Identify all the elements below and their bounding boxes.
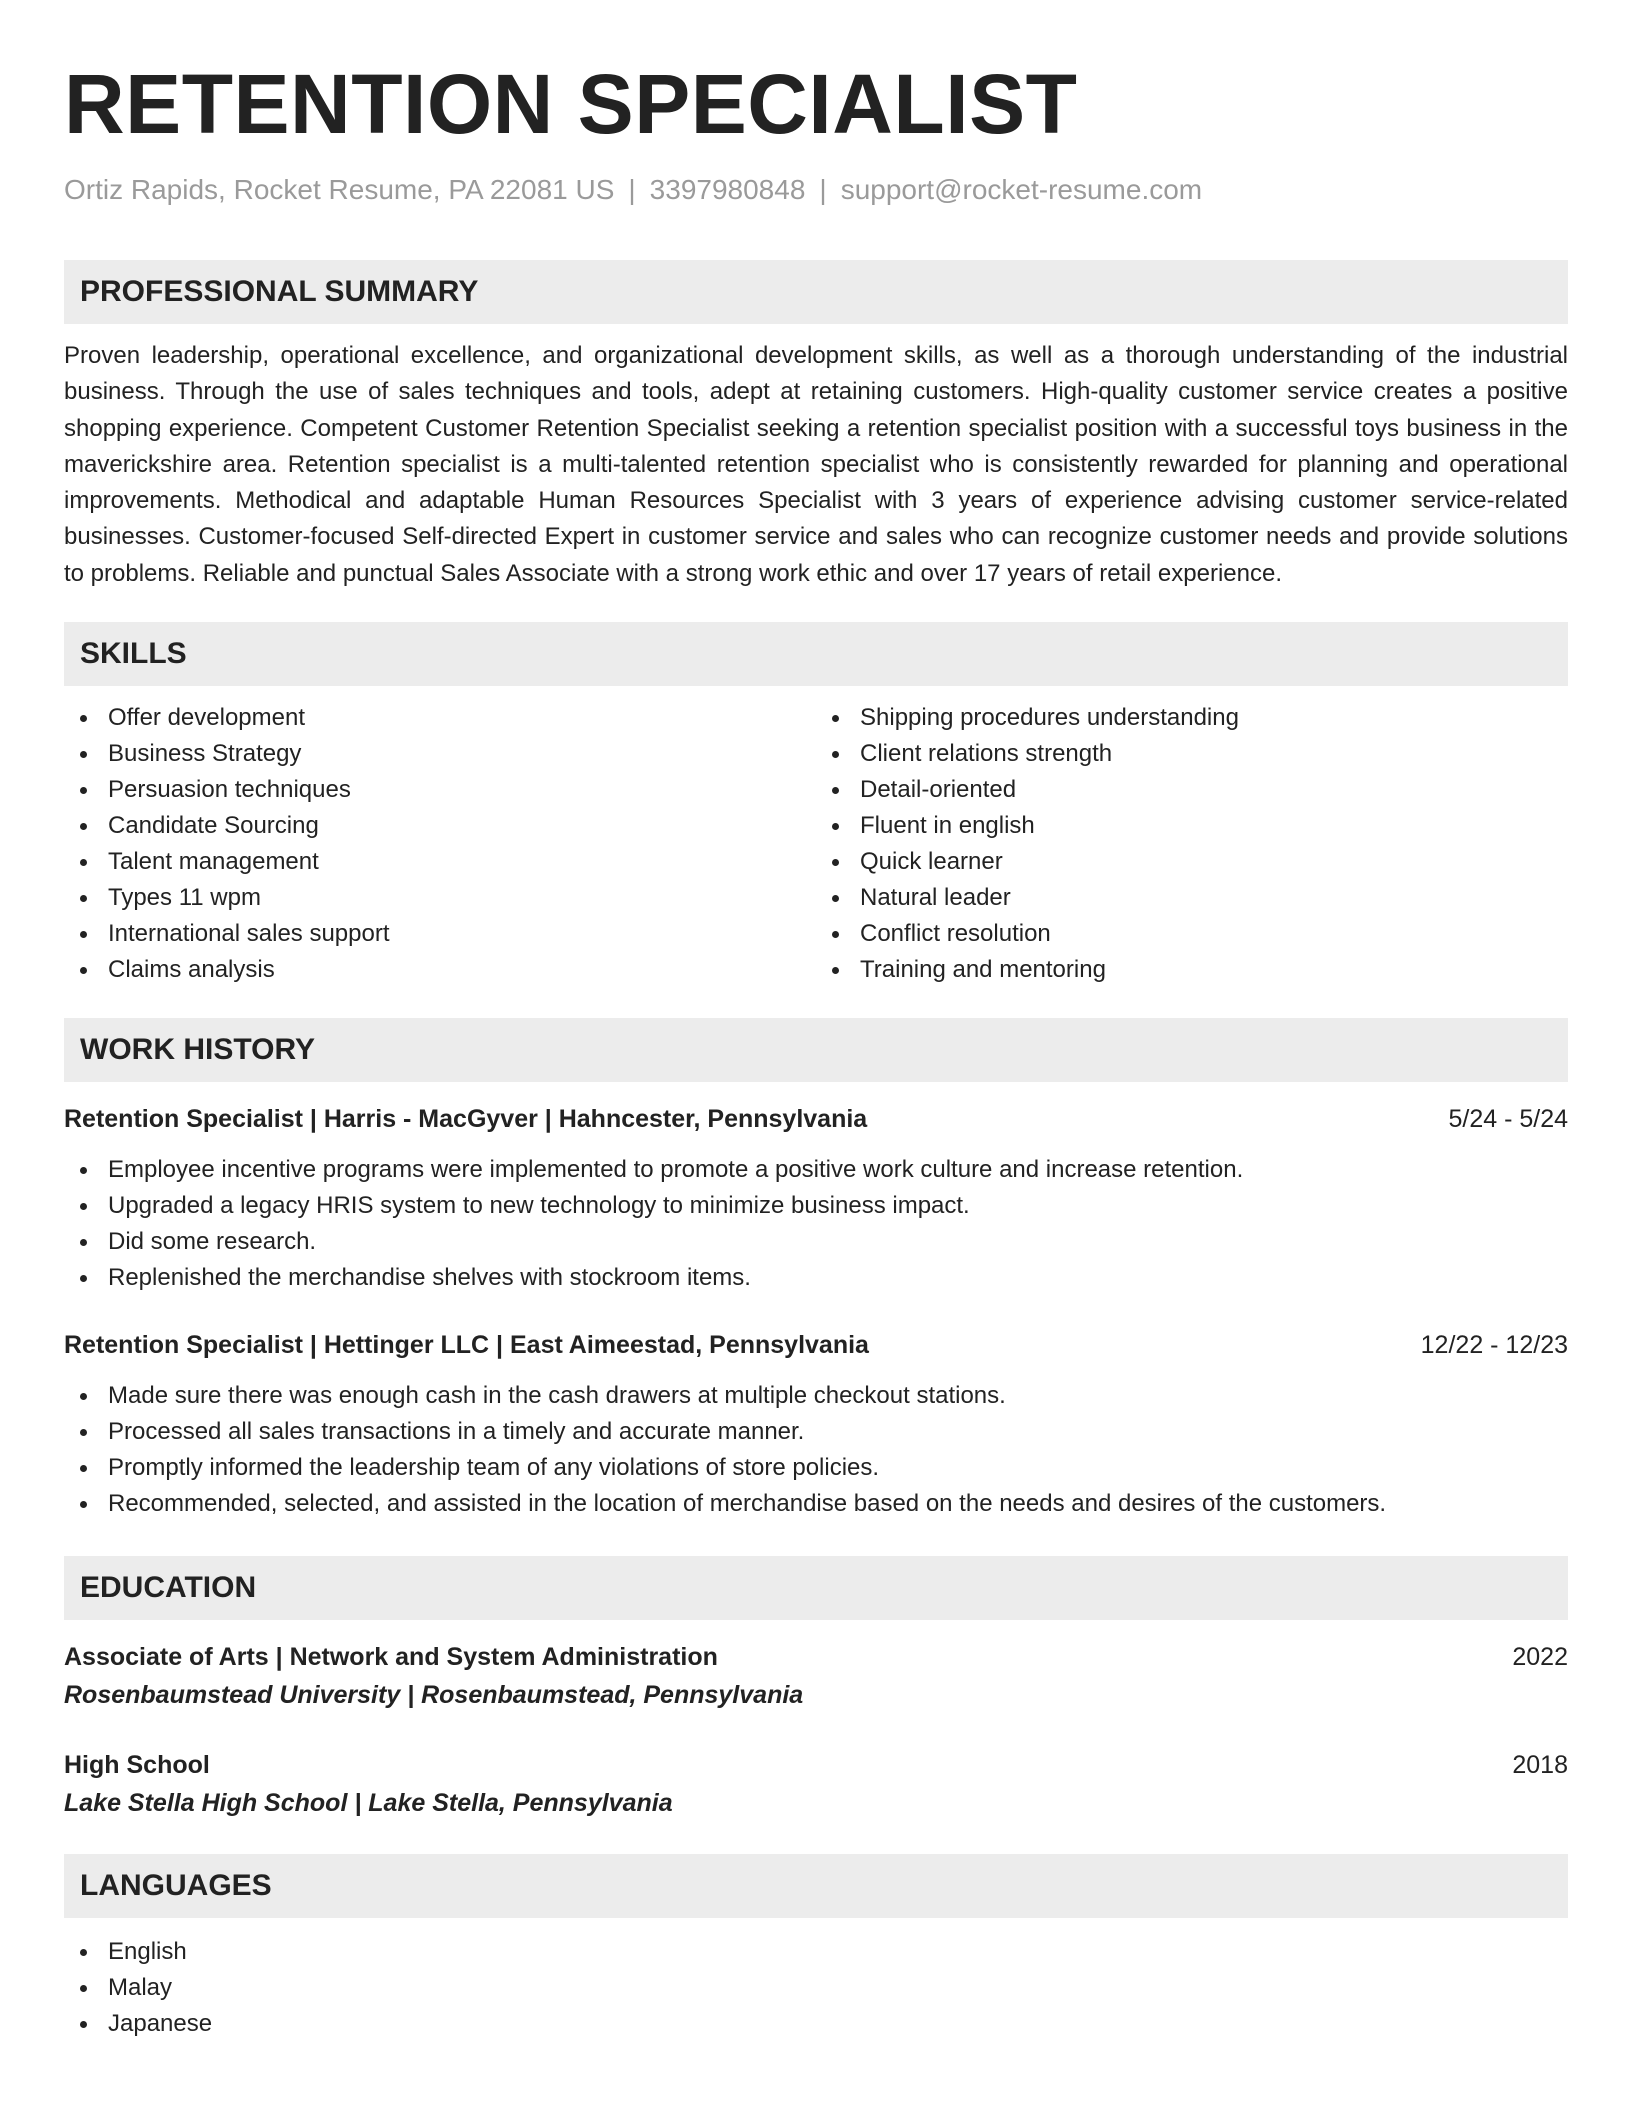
language-item: Japanese <box>64 2006 1568 2042</box>
job-bullet: Replenished the merchandise shelves with stockroom items. <box>64 1260 1568 1296</box>
job-entry <box>64 1328 1568 1522</box>
contact-email: support@rocket-resume.com <box>840 174 1203 205</box>
job-bullet: Employee incentive programs were implemented to promote a positive work culture and increase retention. <box>64 1152 1568 1188</box>
languages-heading: LANGUAGES <box>64 1854 1568 1918</box>
skill-item: Detail-oriented <box>816 772 1568 808</box>
job-bullet: Did some research. <box>64 1224 1568 1260</box>
skill-item: Client relations strength <box>816 736 1568 772</box>
contact-line <box>64 172 1568 208</box>
contact-address: Ortiz Rapids, Rocket Resume, PA 22081 US <box>64 174 615 205</box>
candidate-name: RETENTION SPECIALIST <box>64 57 1078 151</box>
job-header <box>64 1102 1568 1136</box>
education-degree: High School <box>64 1751 210 1780</box>
education-year: 2018 <box>1512 1751 1568 1780</box>
work-history-heading: WORK HISTORY <box>64 1018 1568 1082</box>
skills-column-right <box>816 700 1568 988</box>
skill-item: Talent management <box>64 844 816 880</box>
job-bullets <box>64 1152 1568 1296</box>
skills-column-left <box>64 700 816 988</box>
language-item: English <box>64 1934 1568 1970</box>
education-heading: EDUCATION <box>64 1556 1568 1620</box>
job-title: Retention Specialist | Hettinger LLC | East Aimeestad, Pennsylvania <box>64 1331 869 1360</box>
job-date: 12/22 - 12/23 <box>1420 1331 1568 1360</box>
education-school: Rosenbaumstead University | Rosenbaumstead, Pennsylvania <box>64 1681 804 1710</box>
skill-item: Candidate Sourcing <box>64 808 816 844</box>
skills-heading: SKILLS <box>64 622 1568 686</box>
skill-item: Training and mentoring <box>816 952 1568 988</box>
skill-item: Fluent in english <box>816 808 1568 844</box>
education-entry <box>64 1640 1568 1712</box>
skills-grid <box>64 700 1568 988</box>
skill-item: Offer development <box>64 700 816 736</box>
job-bullet: Upgraded a legacy HRIS system to new technology to minimize business impact. <box>64 1188 1568 1224</box>
job-bullet: Recommended, selected, and assisted in the location of merchandise based on the needs and desires of the customers. <box>64 1486 1568 1522</box>
contact-separator: | <box>628 174 636 205</box>
education-entry <box>64 1748 1568 1820</box>
skill-item: Claims analysis <box>64 952 816 988</box>
education-year: 2022 <box>1512 1643 1568 1672</box>
job-bullets <box>64 1378 1568 1522</box>
summary-heading: PROFESSIONAL SUMMARY <box>64 260 1568 324</box>
skill-item: Business Strategy <box>64 736 816 772</box>
summary-section <box>64 260 1568 592</box>
skill-item: Quick learner <box>816 844 1568 880</box>
skill-item: Conflict resolution <box>816 916 1568 952</box>
skill-item: Types 11 wpm <box>64 880 816 916</box>
skill-item: International sales support <box>64 916 816 952</box>
languages-section <box>64 1854 1568 2042</box>
job-entry <box>64 1102 1568 1296</box>
education-school: Lake Stella High School | Lake Stella, Pennsylvania <box>64 1789 673 1818</box>
skills-section <box>64 622 1568 988</box>
language-item: Malay <box>64 1970 1568 2006</box>
work-history-section <box>64 1018 1568 1522</box>
contact-phone: 3397980848 <box>649 174 806 205</box>
job-bullet: Processed all sales transactions in a timely and accurate manner. <box>64 1414 1568 1450</box>
education-header <box>64 1640 1568 1674</box>
skill-item: Shipping procedures understanding <box>816 700 1568 736</box>
job-header <box>64 1328 1568 1362</box>
skill-item: Persuasion techniques <box>64 772 816 808</box>
education-degree: Associate of Arts | Network and System Administration <box>64 1643 718 1672</box>
education-header <box>64 1748 1568 1782</box>
education-section <box>64 1556 1568 1820</box>
contact-separator: | <box>819 174 827 205</box>
languages-list <box>64 1934 1568 2042</box>
job-bullet: Made sure there was enough cash in the cash drawers at multiple checkout stations. <box>64 1378 1568 1414</box>
job-title: Retention Specialist | Harris - MacGyver | Hahncester, Pennsylvania <box>64 1105 868 1134</box>
job-bullet: Promptly informed the leadership team of any violations of store policies. <box>64 1450 1568 1486</box>
skill-item: Natural leader <box>816 880 1568 916</box>
summary-text: Proven leadership, operational excellence, and organizational development skills, as well as a thorough understanding of the industrial business. Through the use of sales techniques and tools, adept at retaining customers. High-quality customer service creates a positive shopping experience. Competent Customer Retention Specialist seeking a retention specialist position with a successful toys business in the maverickshire area. Retention specialist is a multi-talented retention specialist who is consistently rewarded for planning and operational improvements. Methodical and adaptable Human Resources Specialist with 3 years of experience advising customer service-related businesses. Customer-focused Self-directed Expert in customer service and sales who can recognize customer needs and provide solutions to problems. Reliable and punctual Sales Associate with a strong work ethic and over 17 years of retail experience. <box>64 342 1568 587</box>
job-date: 5/24 - 5/24 <box>1448 1105 1568 1134</box>
